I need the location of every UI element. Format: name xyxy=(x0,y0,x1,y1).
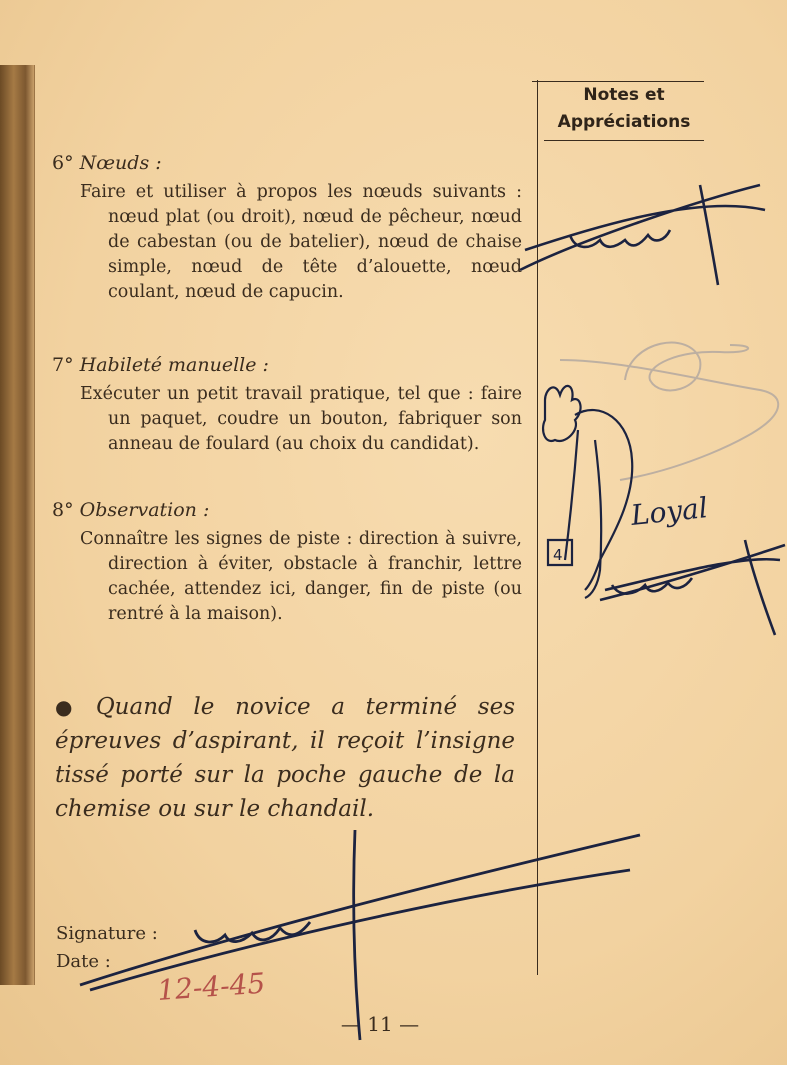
section-body: Exécuter un petit travail pratique, tel que : faire un paquet, coudre un bouton, fabriquer son anneau de foulard (au choix du candidat). xyxy=(80,384,522,454)
bullet-icon: ● xyxy=(55,695,86,719)
notes-header-line2: Appréciations xyxy=(557,112,691,132)
page-number: — 11 — xyxy=(340,1012,420,1036)
signature-mark xyxy=(520,185,765,285)
section-number: 8° xyxy=(52,499,74,521)
handwritten-name: Loyal xyxy=(629,491,710,532)
section-number: 6° xyxy=(52,152,74,174)
section-body: Faire et utiliser à propos les nœuds suivants : nœud plat (ou droit), nœud de pêcheur, nœud de cabestan (ou de batelier), nœud de chaise simple, nœud de tête d’alouette, nœud coulant, nœud de capucin. xyxy=(80,182,522,302)
date-label: Date : xyxy=(56,951,111,972)
signature-label: Signature : xyxy=(56,923,158,944)
ink-sketch-figure xyxy=(543,386,632,598)
sketch-number: 4 xyxy=(553,546,563,564)
section-number: 7° xyxy=(52,354,74,376)
section-name: Nœuds : xyxy=(79,152,162,174)
handwritten-date: 12-4-45 xyxy=(156,966,267,1007)
section-body: Connaître les signes de piste : direction à suivre, direction à éviter, obstacle à franchir, lettre cachée, attendez ici, danger, fin de piste (ou rentré à la maison). xyxy=(80,529,522,624)
note-text: Quand le novice a terminé ses épreuves d’aspirant, il reçoit l’insigne tissé porté sur la poche gauche de la chemise ou sur le chandail. xyxy=(55,694,516,822)
section-name: Habileté manuelle : xyxy=(79,354,269,376)
section-name: Observation : xyxy=(79,499,210,521)
notes-header-line1: Notes et xyxy=(583,85,665,105)
pencil-sketch xyxy=(560,343,778,480)
signature-mark xyxy=(600,540,785,635)
signature-mark xyxy=(80,830,640,1040)
